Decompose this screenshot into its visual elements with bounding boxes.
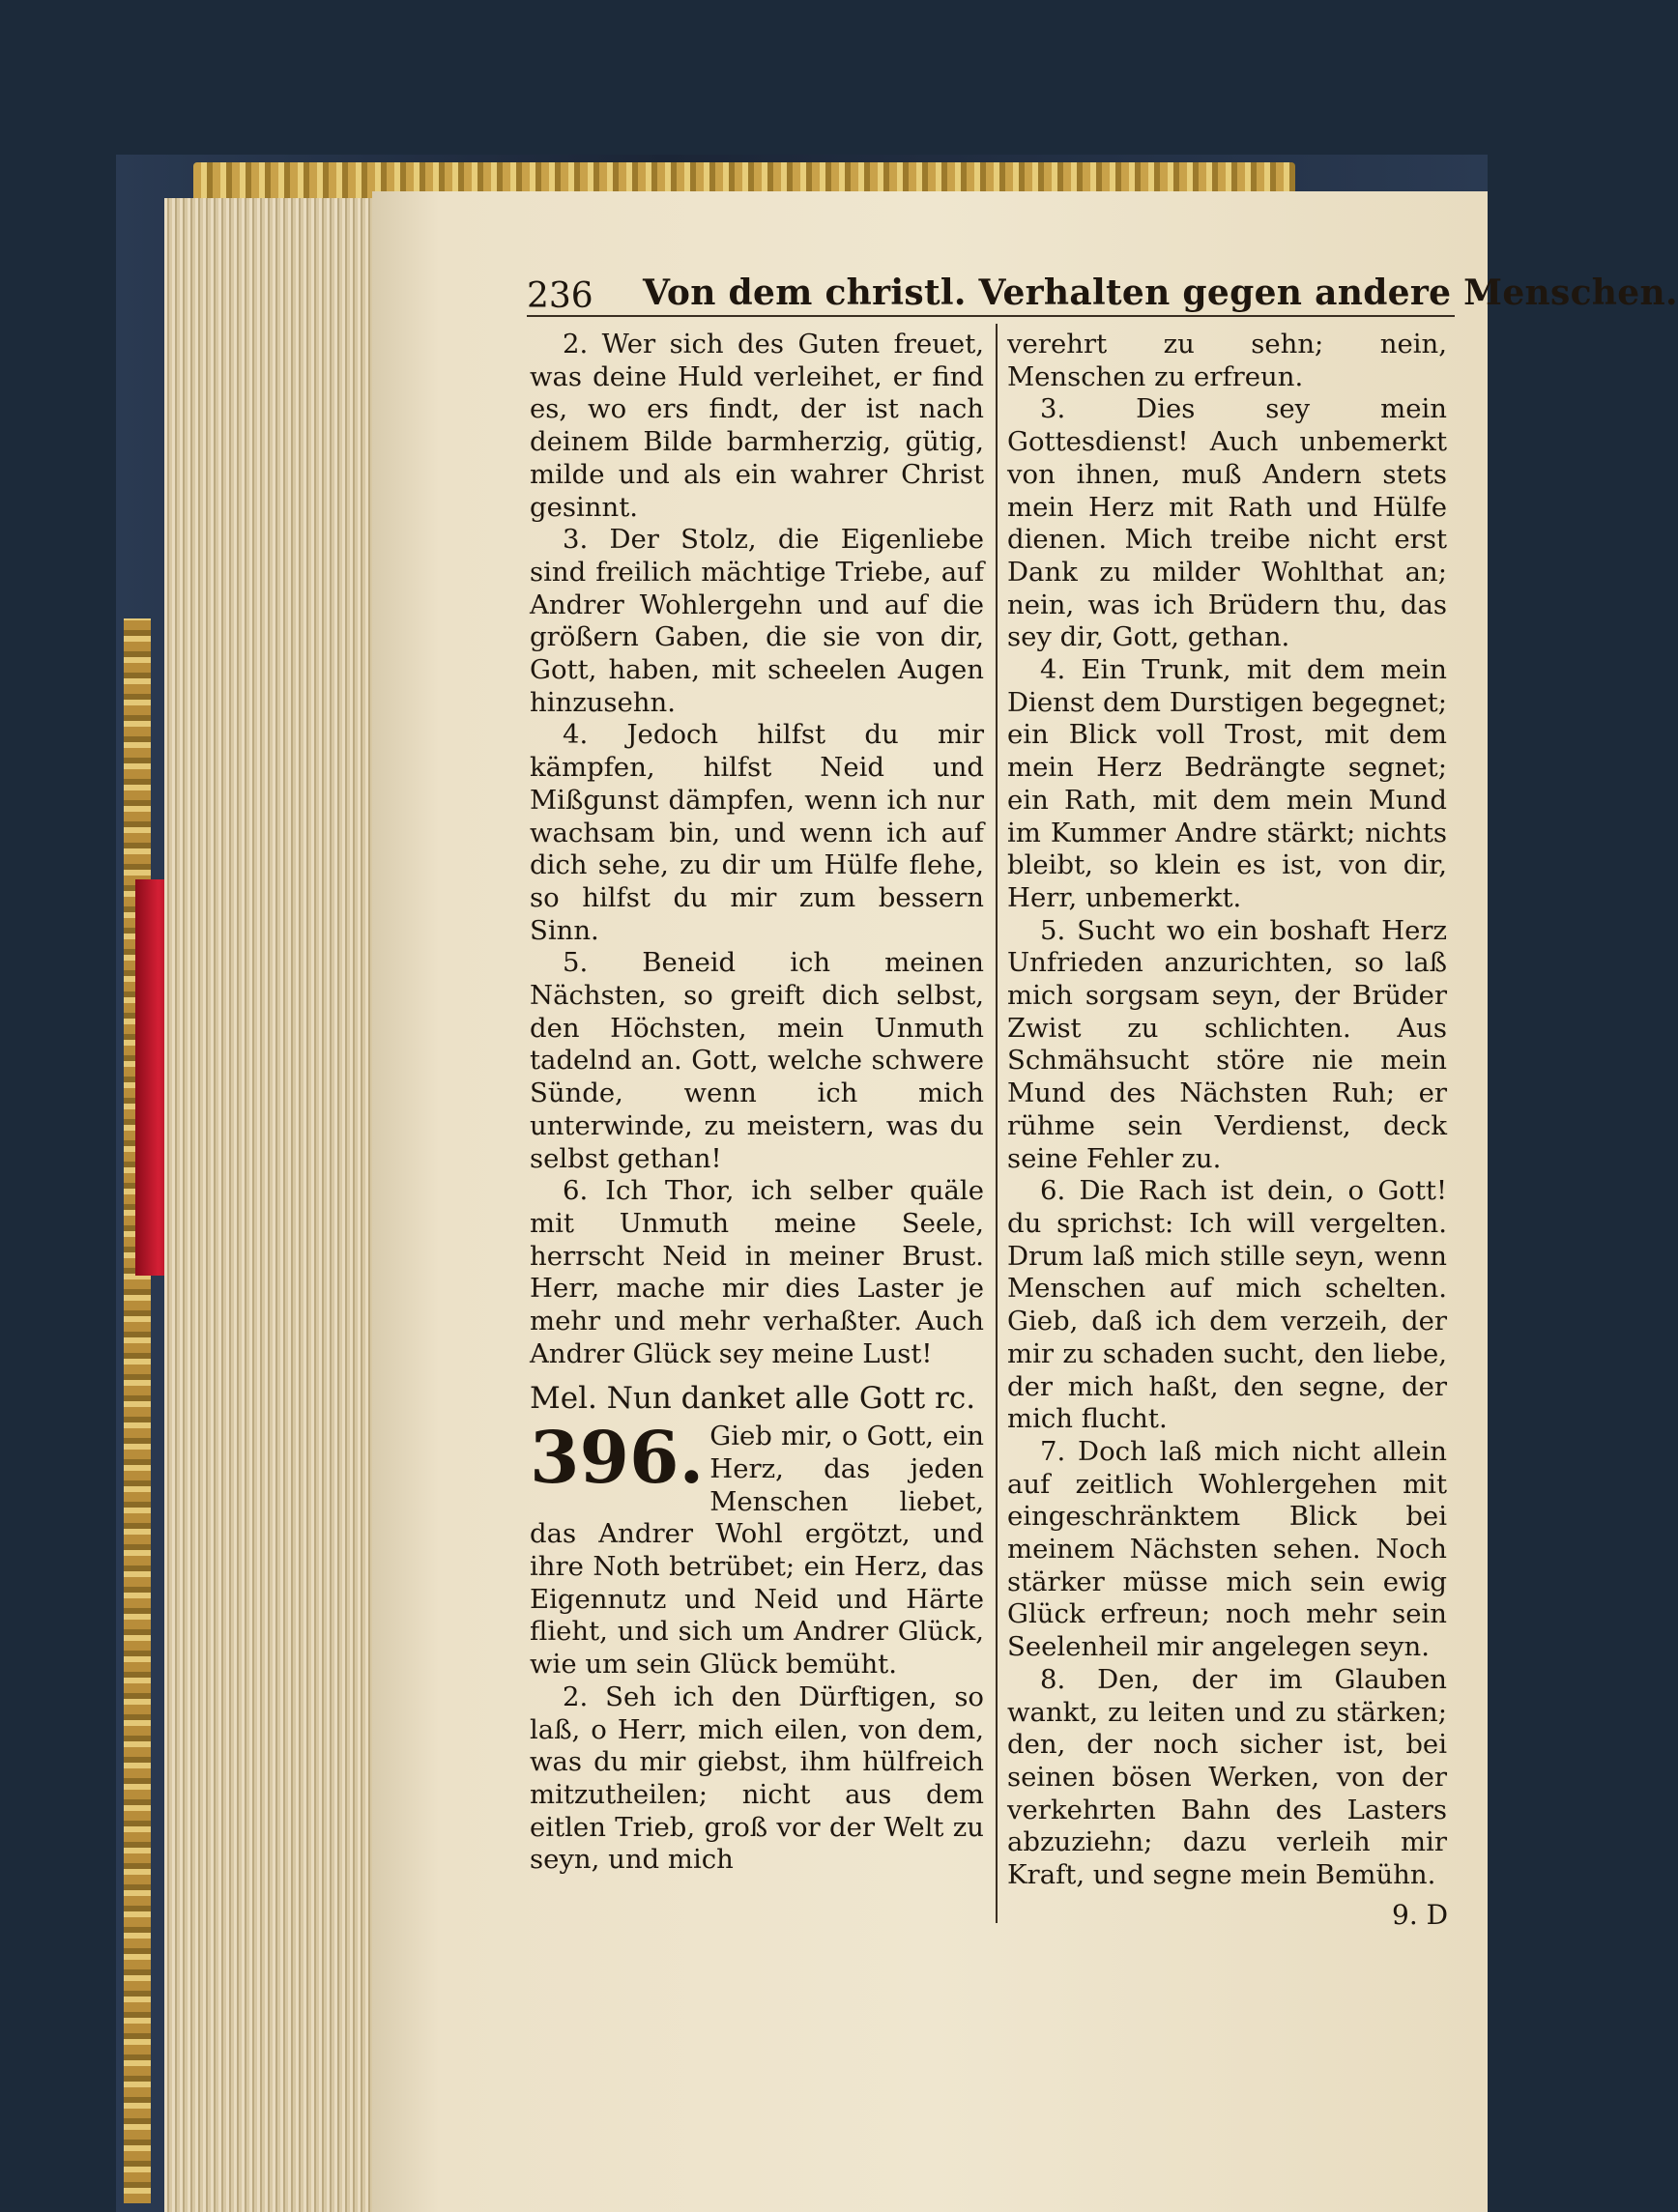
page-number: 236 <box>527 276 593 316</box>
hymn-number: 396. <box>530 1417 705 1501</box>
right-verse-4: 4. Ein Trunk, mit dem mein Dienst dem Durstigen begegnet; ein Blick voll Trost, mit dem mein Herz Bedrängte segnet; ein Rath, mit dem mein Mund im Kummer Andre stärkt; nichts bleibt, so klein es ist, von dir, Herr, unbemerkt. <box>1007 654 1447 913</box>
melody-line: Mel. Nun danket alle Gott rc. <box>530 1380 976 1416</box>
right-verse-8: 8. Den, der im Glauben wankt, zu leiten und zu stärken; den, der noch sicher ist, bei seinen bösen Werken, von der verkehrten Bahn des Lasters abzuziehn; dazu verleih mir Kraft, und segne mein Bemühn. <box>1007 1663 1447 1891</box>
right-verse-5: 5. Sucht wo ein boshaft Herz Unfrieden anzurichten, so laß mich sorgsam seyn, der Brüder Zwist zu schlichten. Aus Schmähsucht störe nie mein Mund des Nächsten Ruh; er rühme sein Verdienst, deck seine Fehler zu. <box>1007 914 1447 1174</box>
page-header <box>527 267 1678 317</box>
verse-6: 6. Ich Thor, ich selber quäle mit Unmuth meine Seele, herrscht Neid in meiner Brust. Herr, mache mir dies Laster je mehr und mehr verhaßter. Auch Andrer Glück sey meine Lust! <box>530 1175 984 1369</box>
right-column <box>1007 329 1447 1892</box>
gilt-edge-left <box>124 618 151 2203</box>
right-verse-6: 6. Die Rach ist dein, o Gott! du sprichst: Ich will vergelten. Drum laß mich stille seyn, wenn Menschen auf mich schelten. Gieb, daß ich dem verzeih, der mir zu schaden sucht, den liebe, der mich haßt, den segne, der mich flucht. <box>1007 1175 1447 1435</box>
verse-2: 2. Wer sich des Guten freuet, was deine Huld verleihet, er find es, wo ers findt, der ist nach deinem Bilde barmherzig, gütig, milde und als ein wahrer Christ gesinnt. <box>530 329 984 523</box>
verse-5: 5. Beneid ich meinen Nächsten, so greift dich selbst, den Höchsten, mein Unmuth tadelnd an. Gott, welche schwere Sünde, wenn ich mich unterwinde, zu meistern, was du selbst gethan! <box>530 947 984 1174</box>
column-divider <box>996 324 998 1923</box>
left-column <box>530 329 984 1877</box>
verse-4: 4. Jedoch hilfst du mir kämpfen, hilfst Neid und Mißgunst dämpfen, wenn ich nur wachsam bin, und wenn ich auf dich sehe, zu dir um Hülfe flehe, so hilfst du mir zum bessern Sinn. <box>530 719 984 946</box>
catchword: 9. D <box>1392 1899 1449 1931</box>
right-verse-3: 3. Dies sey mein Gottesdienst! Auch unbemerkt von ihnen, muß Andern stets mein Herz mit Rath und Hülfe dienen. Mich treibe nicht erst Dank zu milder Wohlthat an; nein, was ich Brüdern thu, das sey dir, Gott, gethan. <box>1007 393 1447 653</box>
hymn-verse-2: 2. Seh ich den Dürftigen, so laß, o Herr, mich eilen, von dem, was du mir giebst, ihm hülfreich mitzutheilen; nicht aus dem eitlen Trieb, groß vor der Welt zu seyn, und mich <box>530 1681 984 1876</box>
running-title: Von dem christl. Verhalten gegen andere Menschen. <box>643 273 1678 313</box>
hymn-verse-1: Gieb mir, o Gott, ein Herz, das jeden Menschen liebet, das Andrer Wohl ergötzt, und ihre Noth betrübet; ein Herz, das Eigennutz und Neid und Härte flieht, und sich um Andrer Glück, wie um sein Glück bemüht. <box>530 1421 984 1681</box>
verse-3: 3. Der Stolz, die Eigenliebe sind freilich mächtige Triebe, auf Andrer Wohlergehn und auf die größern Gaben, die sie von dir, Gott, haben, mit scheelen Augen hinzusehn. <box>530 524 984 718</box>
right-verse-7: 7. Doch laß mich nicht allein auf zeitlich Wohlergehen mit eingeschränktem Blick bei meinem Nächsten sehen. Noch stärker müsse mich sein ewig Glück erfreun; noch mehr sein Seelenheil mir angelegen seyn. <box>1007 1435 1447 1663</box>
verse-continuation: verehrt zu sehn; nein, Menschen zu erfreun. <box>1007 329 1447 392</box>
hymn-396 <box>530 1417 984 1681</box>
page-edges <box>164 198 372 2212</box>
